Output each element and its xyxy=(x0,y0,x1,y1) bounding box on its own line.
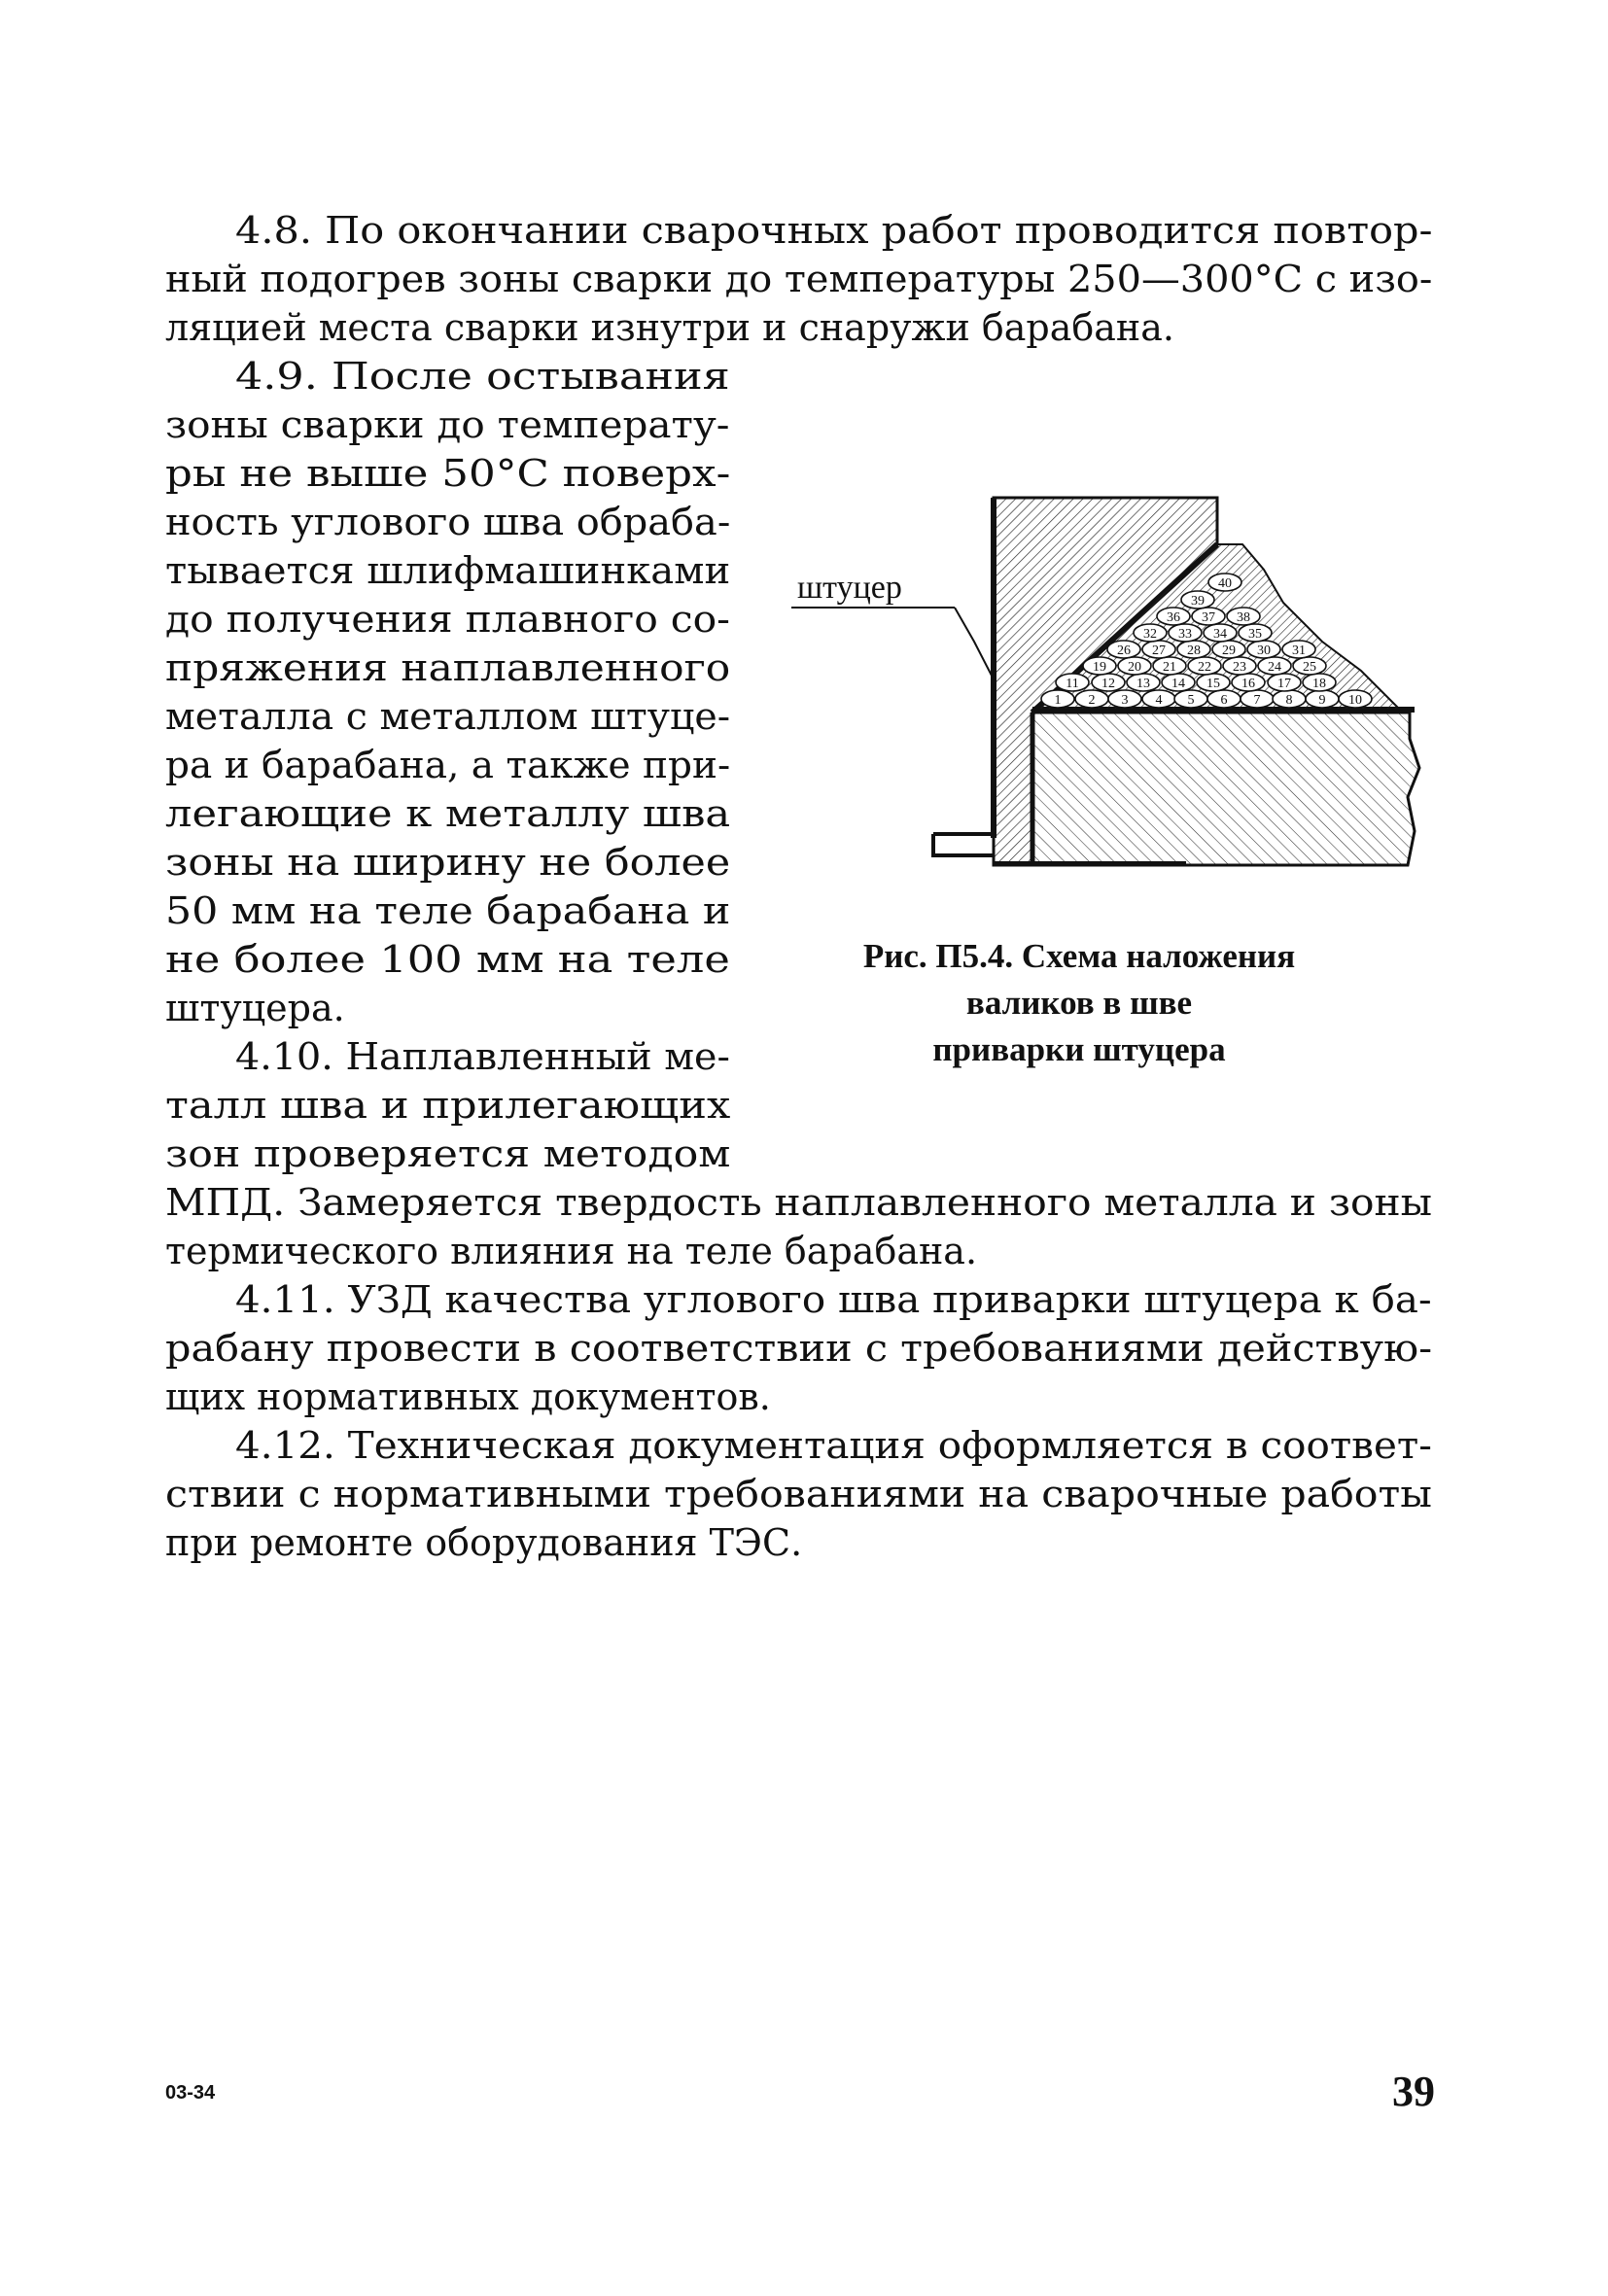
text-line: 4.8. По окончании сварочных работ проводится повтор- xyxy=(235,209,1433,252)
text-line: ность углового шва обраба- xyxy=(165,501,731,543)
figure-caption-line-1: Рис. П5.4. Схема наложения xyxy=(862,937,1296,975)
bead-number: 32 xyxy=(1143,627,1157,642)
bead-number: 40 xyxy=(1218,576,1232,591)
weld-bead xyxy=(1041,690,1074,708)
bead-number: 22 xyxy=(1198,660,1211,675)
weld-bead xyxy=(1208,574,1241,591)
bead-number: 30 xyxy=(1257,644,1271,658)
weld-bead xyxy=(1108,690,1141,708)
text-line: МПД. Замеряется твердость наплавленного металла и зоны xyxy=(165,1181,1433,1224)
text-line: металла с металлом штуце- xyxy=(165,695,731,738)
text-line: ра и барабана, а также при- xyxy=(165,744,731,786)
page-number: 39 xyxy=(1392,2068,1435,2115)
weld-bead xyxy=(1306,690,1339,708)
text-line: до получения плавного со- xyxy=(165,598,730,641)
weld-bead xyxy=(1142,690,1175,708)
footer-code: 03-34 xyxy=(165,2082,216,2104)
bead-number: 4 xyxy=(1155,693,1163,708)
bead-number: 8 xyxy=(1285,693,1293,708)
bead-number: 23 xyxy=(1233,660,1246,675)
bead-number: 31 xyxy=(1292,644,1306,658)
bead-number: 21 xyxy=(1163,660,1176,675)
text-line: не более 100 мм на теле xyxy=(165,938,730,981)
weld-bead xyxy=(1212,641,1245,658)
text-line: 4.11. УЗД качества углового шва приварки штуцера к ба- xyxy=(235,1278,1432,1321)
bead-number: 7 xyxy=(1253,693,1261,708)
text-line: 4.10. Наплавленный ме- xyxy=(235,1035,730,1078)
weld-bead-diagram xyxy=(778,476,1439,885)
text-line: 50 мм на теле барабана и xyxy=(165,889,731,932)
bead-number: 3 xyxy=(1121,693,1129,708)
weld-bead xyxy=(1303,674,1336,691)
text-line: 4.12. Техническая документация оформляется в соответ- xyxy=(235,1424,1432,1467)
drum-wall xyxy=(1032,710,1419,865)
bead-number: 33 xyxy=(1178,627,1192,642)
bead-number: 11 xyxy=(1066,677,1079,691)
text-line: штуцера. xyxy=(165,987,345,1029)
bead-number: 20 xyxy=(1128,660,1141,675)
weld-bead xyxy=(1293,657,1326,675)
bead-number: 18 xyxy=(1312,677,1326,691)
text-line: щих нормативных документов. xyxy=(165,1375,771,1418)
bead-number: 16 xyxy=(1241,677,1255,691)
bead-number: 9 xyxy=(1318,693,1326,708)
bead-number: 1 xyxy=(1054,693,1062,708)
weld-bead xyxy=(1169,624,1202,642)
text-line: талл шва и прилегающих xyxy=(165,1084,731,1127)
bead-number: 34 xyxy=(1213,627,1227,642)
bead-number: 37 xyxy=(1202,610,1215,625)
weld-bead xyxy=(1339,690,1372,708)
weld-bead xyxy=(1192,608,1225,625)
bead-number: 12 xyxy=(1101,677,1115,691)
weld-bead xyxy=(1204,624,1237,642)
text-line: ляцией места сварки изнутри и снаружи барабана. xyxy=(165,306,1174,349)
weld-bead xyxy=(1207,690,1241,708)
weld-bead xyxy=(1197,674,1230,691)
nozzle-label: штуцер xyxy=(797,570,902,606)
bead-number: 5 xyxy=(1187,693,1195,708)
bead-number: 25 xyxy=(1303,660,1316,675)
bead-number: 15 xyxy=(1206,677,1220,691)
text-line: зоны на ширину не более xyxy=(165,841,731,884)
weld-bead xyxy=(1092,674,1125,691)
weld-bead xyxy=(1056,674,1089,691)
bead-number: 24 xyxy=(1268,660,1281,675)
bead-number: 19 xyxy=(1093,660,1106,675)
weld-bead xyxy=(1282,641,1315,658)
weld-bead xyxy=(1223,657,1256,675)
bead-number: 35 xyxy=(1248,627,1262,642)
bead-number: 6 xyxy=(1220,693,1228,708)
weld-bead xyxy=(1107,641,1140,658)
bead-number: 38 xyxy=(1237,610,1250,625)
weld-bead xyxy=(1181,591,1214,609)
weld-bead xyxy=(1162,674,1195,691)
text-line: при ремонте оборудования ТЭС. xyxy=(165,1521,803,1564)
bead-number: 29 xyxy=(1222,644,1236,658)
figure-caption-line-3: приварки штуцера xyxy=(932,1030,1226,1068)
weld-bead xyxy=(1083,657,1116,675)
text-line: тывается шлифмашинками xyxy=(165,549,731,592)
weld-bead xyxy=(1188,657,1221,675)
text-line: легающие к металлу шва xyxy=(165,792,731,835)
text-line: пряжения наплавленного xyxy=(165,646,731,689)
text-line: ный подогрев зоны сварки до температуры 250—300°С с изо- xyxy=(165,258,1433,300)
bead-number: 26 xyxy=(1117,644,1131,658)
text-line: рабану провести в соответствии с требованиями действую- xyxy=(165,1327,1433,1370)
weld-bead xyxy=(1075,690,1108,708)
weld-bead xyxy=(1134,624,1167,642)
bead-number: 2 xyxy=(1088,693,1096,708)
weld-bead xyxy=(1227,608,1260,625)
bead-number: 13 xyxy=(1136,677,1150,691)
weld-bead xyxy=(1177,641,1210,658)
weld-bead xyxy=(1127,674,1160,691)
weld-bead xyxy=(1157,608,1190,625)
figure-caption-line-2: валиков в шве xyxy=(965,984,1193,1022)
weld-bead xyxy=(1118,657,1151,675)
bead-number: 14 xyxy=(1171,677,1185,691)
weld-bead xyxy=(1258,657,1291,675)
bead-number: 36 xyxy=(1167,610,1180,625)
weld-bead xyxy=(1142,641,1175,658)
weld-bead xyxy=(1273,690,1306,708)
text-line: термического влияния на теле барабана. xyxy=(165,1230,978,1272)
text-line: зоны сварки до температу- xyxy=(165,403,730,446)
bead-number: 28 xyxy=(1187,644,1201,658)
weld-bead xyxy=(1232,674,1265,691)
bead-number: 10 xyxy=(1348,693,1362,708)
weld-bead xyxy=(1153,657,1186,675)
bead-number: 17 xyxy=(1277,677,1291,691)
weld-bead xyxy=(1241,690,1274,708)
bead-number: 39 xyxy=(1191,594,1205,609)
text-line: 4.9. После остывания xyxy=(235,355,730,398)
text-line: ствии с нормативными требованиями на сварочные работы xyxy=(165,1473,1432,1515)
label-leader xyxy=(955,608,992,676)
weld-bead xyxy=(1239,624,1272,642)
text-line: зон проверяется методом xyxy=(165,1132,731,1175)
weld-bead xyxy=(1174,690,1207,708)
bead-number: 27 xyxy=(1152,644,1166,658)
text-line: ры не выше 50°С поверх- xyxy=(165,452,731,495)
weld-bead xyxy=(1268,674,1301,691)
weld-bead xyxy=(1247,641,1280,658)
